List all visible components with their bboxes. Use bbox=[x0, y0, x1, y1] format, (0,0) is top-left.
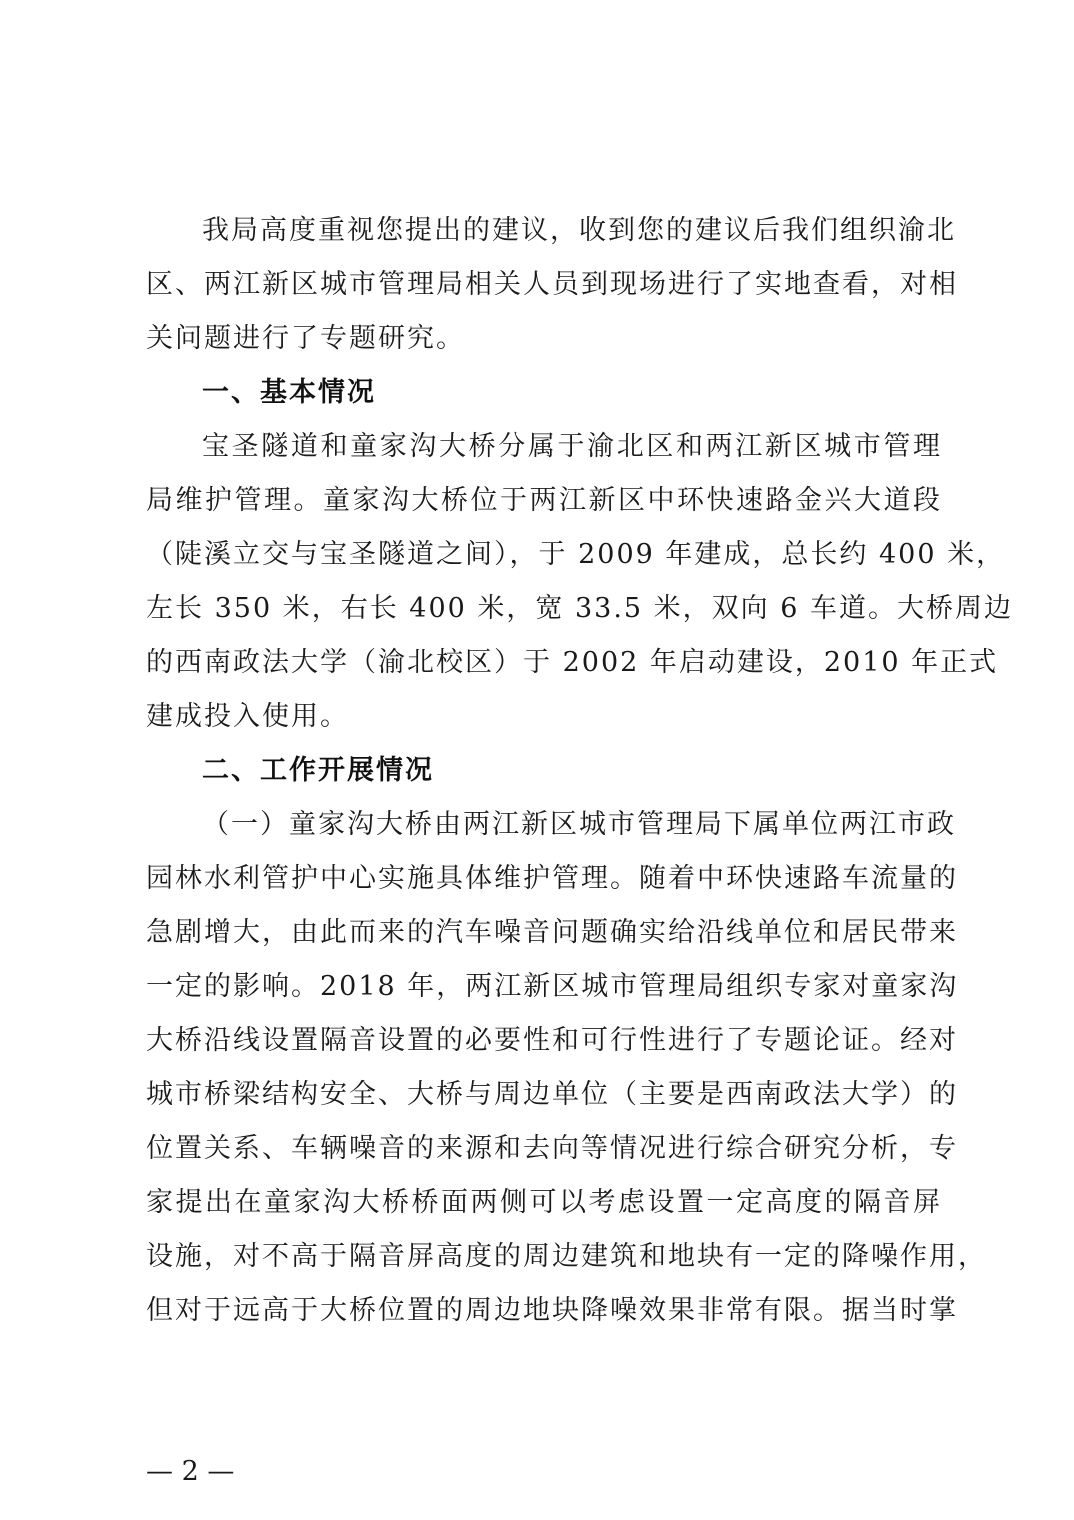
section-heading-work-progress: 二、工作开展情况 bbox=[202, 755, 434, 786]
paragraph-line: 一定的影响。2018 年，两江新区城市管理局组织专家对童家沟 bbox=[146, 971, 959, 1002]
paragraph-line: 急剧增大，由此而来的汽车噪音问题确实给沿线单位和居民带来 bbox=[146, 917, 958, 948]
paragraph-line: （一）童家沟大桥由两江新区城市管理局下属单位两江市政 bbox=[202, 809, 956, 840]
paragraph-line: 大桥沿线设置隔音设置的必要性和可行性进行了专题论证。经对 bbox=[146, 1025, 958, 1056]
paragraph-line: 设施，对不高于隔音屏高度的周边建筑和地块有一定的降噪作用， bbox=[146, 1241, 987, 1272]
document-body bbox=[146, 204, 1014, 1338]
paragraph-line: 园林水利管护中心实施具体维护管理。随着中环快速路车流量的 bbox=[146, 863, 958, 894]
paragraph-line: 宝圣隧道和童家沟大桥分属于渝北区和两江新区城市管理 bbox=[202, 431, 942, 462]
paragraph-line: 区、两江新区城市管理局相关人员到现场进行了实地查看，对相 bbox=[146, 269, 958, 300]
paragraph-line: 的西南政法大学（渝北校区）于 2002 年启动建设，2010 年正式 bbox=[146, 647, 999, 678]
paragraph-line: 局维护管理。童家沟大桥位于两江新区中环快速路金兴大道段 bbox=[146, 485, 942, 516]
section-heading-basic-situation: 一、基本情况 bbox=[202, 377, 376, 408]
paragraph-line: （陡溪立交与宝圣隧道之间），于 2009 年建成，总长约 400 米， bbox=[146, 539, 1006, 570]
paragraph-line: 城市桥梁结构安全、大桥与周边单位（主要是西南政法大学）的 bbox=[146, 1079, 958, 1110]
paragraph-line: 但对于远高于大桥位置的周边地块降噪效果非常有限。据当时掌 bbox=[146, 1295, 958, 1326]
paragraph-line: 位置关系、车辆噪音的来源和去向等情况进行综合研究分析，专 bbox=[146, 1133, 958, 1164]
paragraph-line: 建成投入使用。 bbox=[146, 701, 349, 732]
paragraph-line: 关问题进行了专题研究。 bbox=[146, 323, 465, 354]
paragraph-line: 左长 350 米，右长 400 米，宽 33.5 米，双向 6 车道。大桥周边 bbox=[146, 593, 1014, 624]
paragraph-line: 我局高度重视您提出的建议，收到您的建议后我们组织渝北 bbox=[202, 215, 956, 246]
page-number: — 2 — bbox=[146, 1456, 235, 1487]
paragraph-line: 家提出在童家沟大桥桥面两侧可以考虑设置一定高度的隔音屏 bbox=[146, 1187, 942, 1218]
